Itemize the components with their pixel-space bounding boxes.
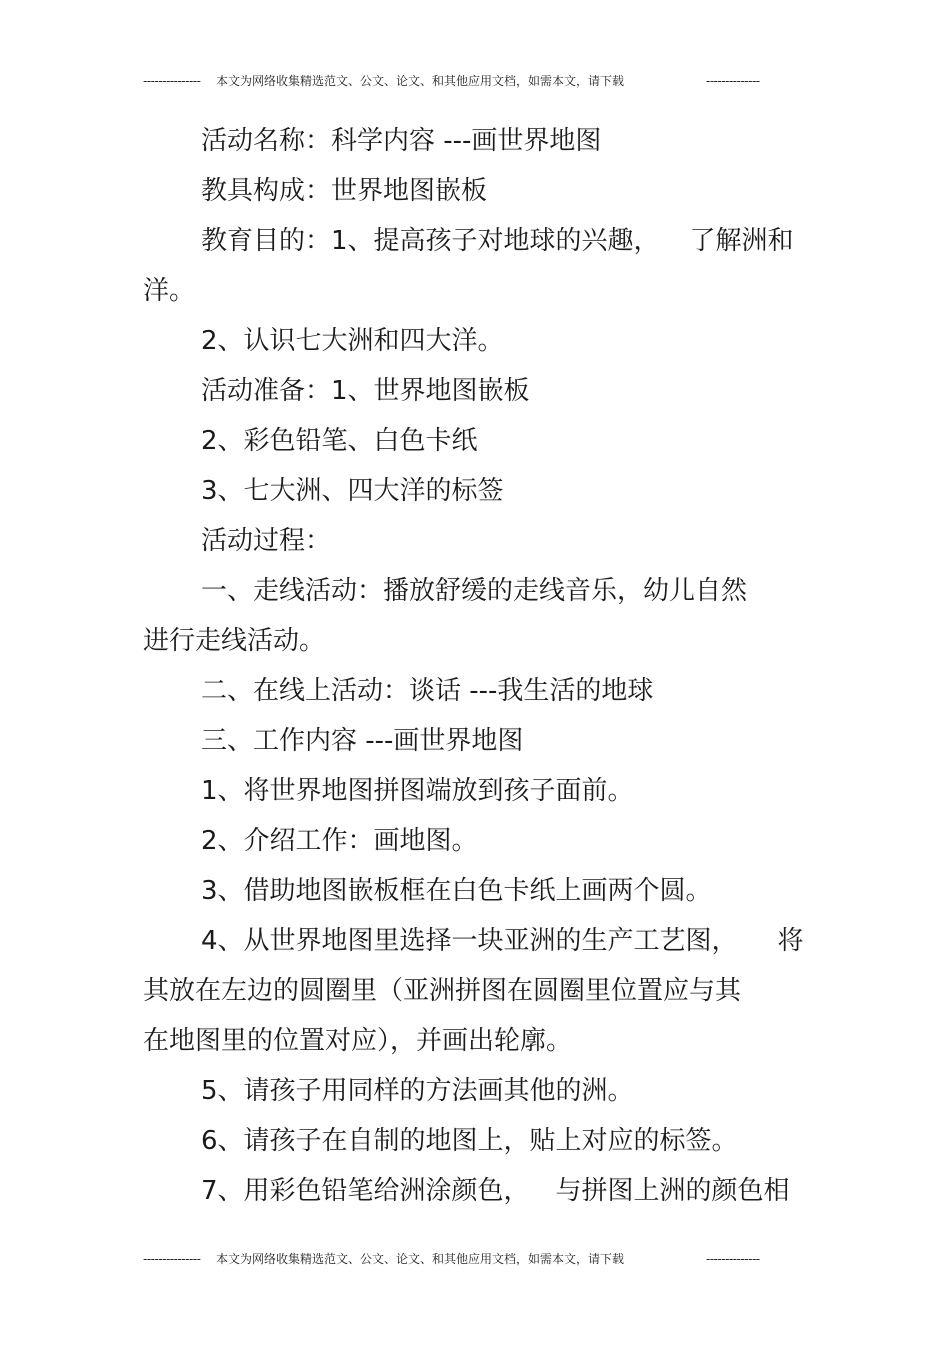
step-one-cont: 进行走线活动。 xyxy=(143,626,326,656)
goal-line-1 xyxy=(143,216,808,266)
work-step-1: 1、将世界地图拼图端放到孩子面前。 xyxy=(201,776,634,806)
prep-line-2: 2、彩色铅笔、白色卡纸 xyxy=(201,426,478,456)
goal-line-2: 2、认识七大洲和四大洋。 xyxy=(201,326,504,356)
header-text: 本文为网络收集精选范文、公文、论文、和其他应用文档，如需本文，请下载 xyxy=(216,74,625,88)
work-step-4 xyxy=(143,916,808,966)
work-step-4-part-b: 将 xyxy=(777,926,804,956)
step-two-line: 二、在线上活动：谈话 ---我生活的地球 xyxy=(201,676,654,706)
work-step-7-part-b: 与拼图上洲的颜色相 xyxy=(555,1176,790,1206)
step-one-line: 一、走线活动：播放舒缓的走线音乐，幼儿自然 xyxy=(201,576,748,606)
prep-line-1: 活动准备：1、世界地图嵌板 xyxy=(201,376,530,406)
footer-dashes-right: -------------- xyxy=(706,1252,760,1266)
goal-line-1-part-a: 教育目的：1、提高孩子对地球的兴趣， xyxy=(201,226,660,256)
header-dashes-right: -------------- xyxy=(706,74,760,88)
goal-line-1-part-b: 了解洲和 xyxy=(689,226,794,256)
work-step-3: 3、借助地图嵌板框在白色卡纸上画两个圆。 xyxy=(201,876,712,906)
document-body xyxy=(143,116,808,1216)
work-step-5: 5、请孩子用同样的方法画其他的洲。 xyxy=(201,1076,634,1106)
activity-name-line: 活动名称：科学内容 ---画世界地图 xyxy=(201,126,602,156)
footer-dashes-left: --------------- xyxy=(143,1252,201,1266)
step-three-line: 三、工作内容 ---画世界地图 xyxy=(201,726,524,756)
work-step-4-part-a: 4、从世界地图里选择一块亚洲的生产工艺图， xyxy=(201,926,738,956)
process-heading: 活动过程： xyxy=(201,526,332,556)
work-step-7 xyxy=(143,1166,808,1216)
work-step-7-part-a: 7、用彩色铅笔给洲涂颜色， xyxy=(201,1176,530,1206)
work-step-6: 6、请孩子在自制的地图上，贴上对应的标签。 xyxy=(201,1126,738,1156)
footer-text: 本文为网络收集精选范文、公文、论文、和其他应用文档，如需本文，请下载 xyxy=(216,1252,625,1266)
work-step-4-cont-2: 在地图里的位置对应），并画出轮廓。 xyxy=(143,1026,573,1056)
page-footer-banner xyxy=(143,1249,773,1269)
goal-line-1-cont: 洋。 xyxy=(143,276,196,306)
prep-line-3: 3、七大洲、四大洋的标签 xyxy=(201,476,504,506)
header-dashes-left: --------------- xyxy=(143,74,201,88)
work-step-2: 2、介绍工作：画地图。 xyxy=(201,826,478,856)
work-step-4-cont-1: 其放在左边的圆圈里（亚洲拼图在圆圈里位置应与其 xyxy=(143,976,742,1006)
materials-line: 教具构成：世界地图嵌板 xyxy=(201,176,488,206)
page-header-banner xyxy=(143,71,773,91)
